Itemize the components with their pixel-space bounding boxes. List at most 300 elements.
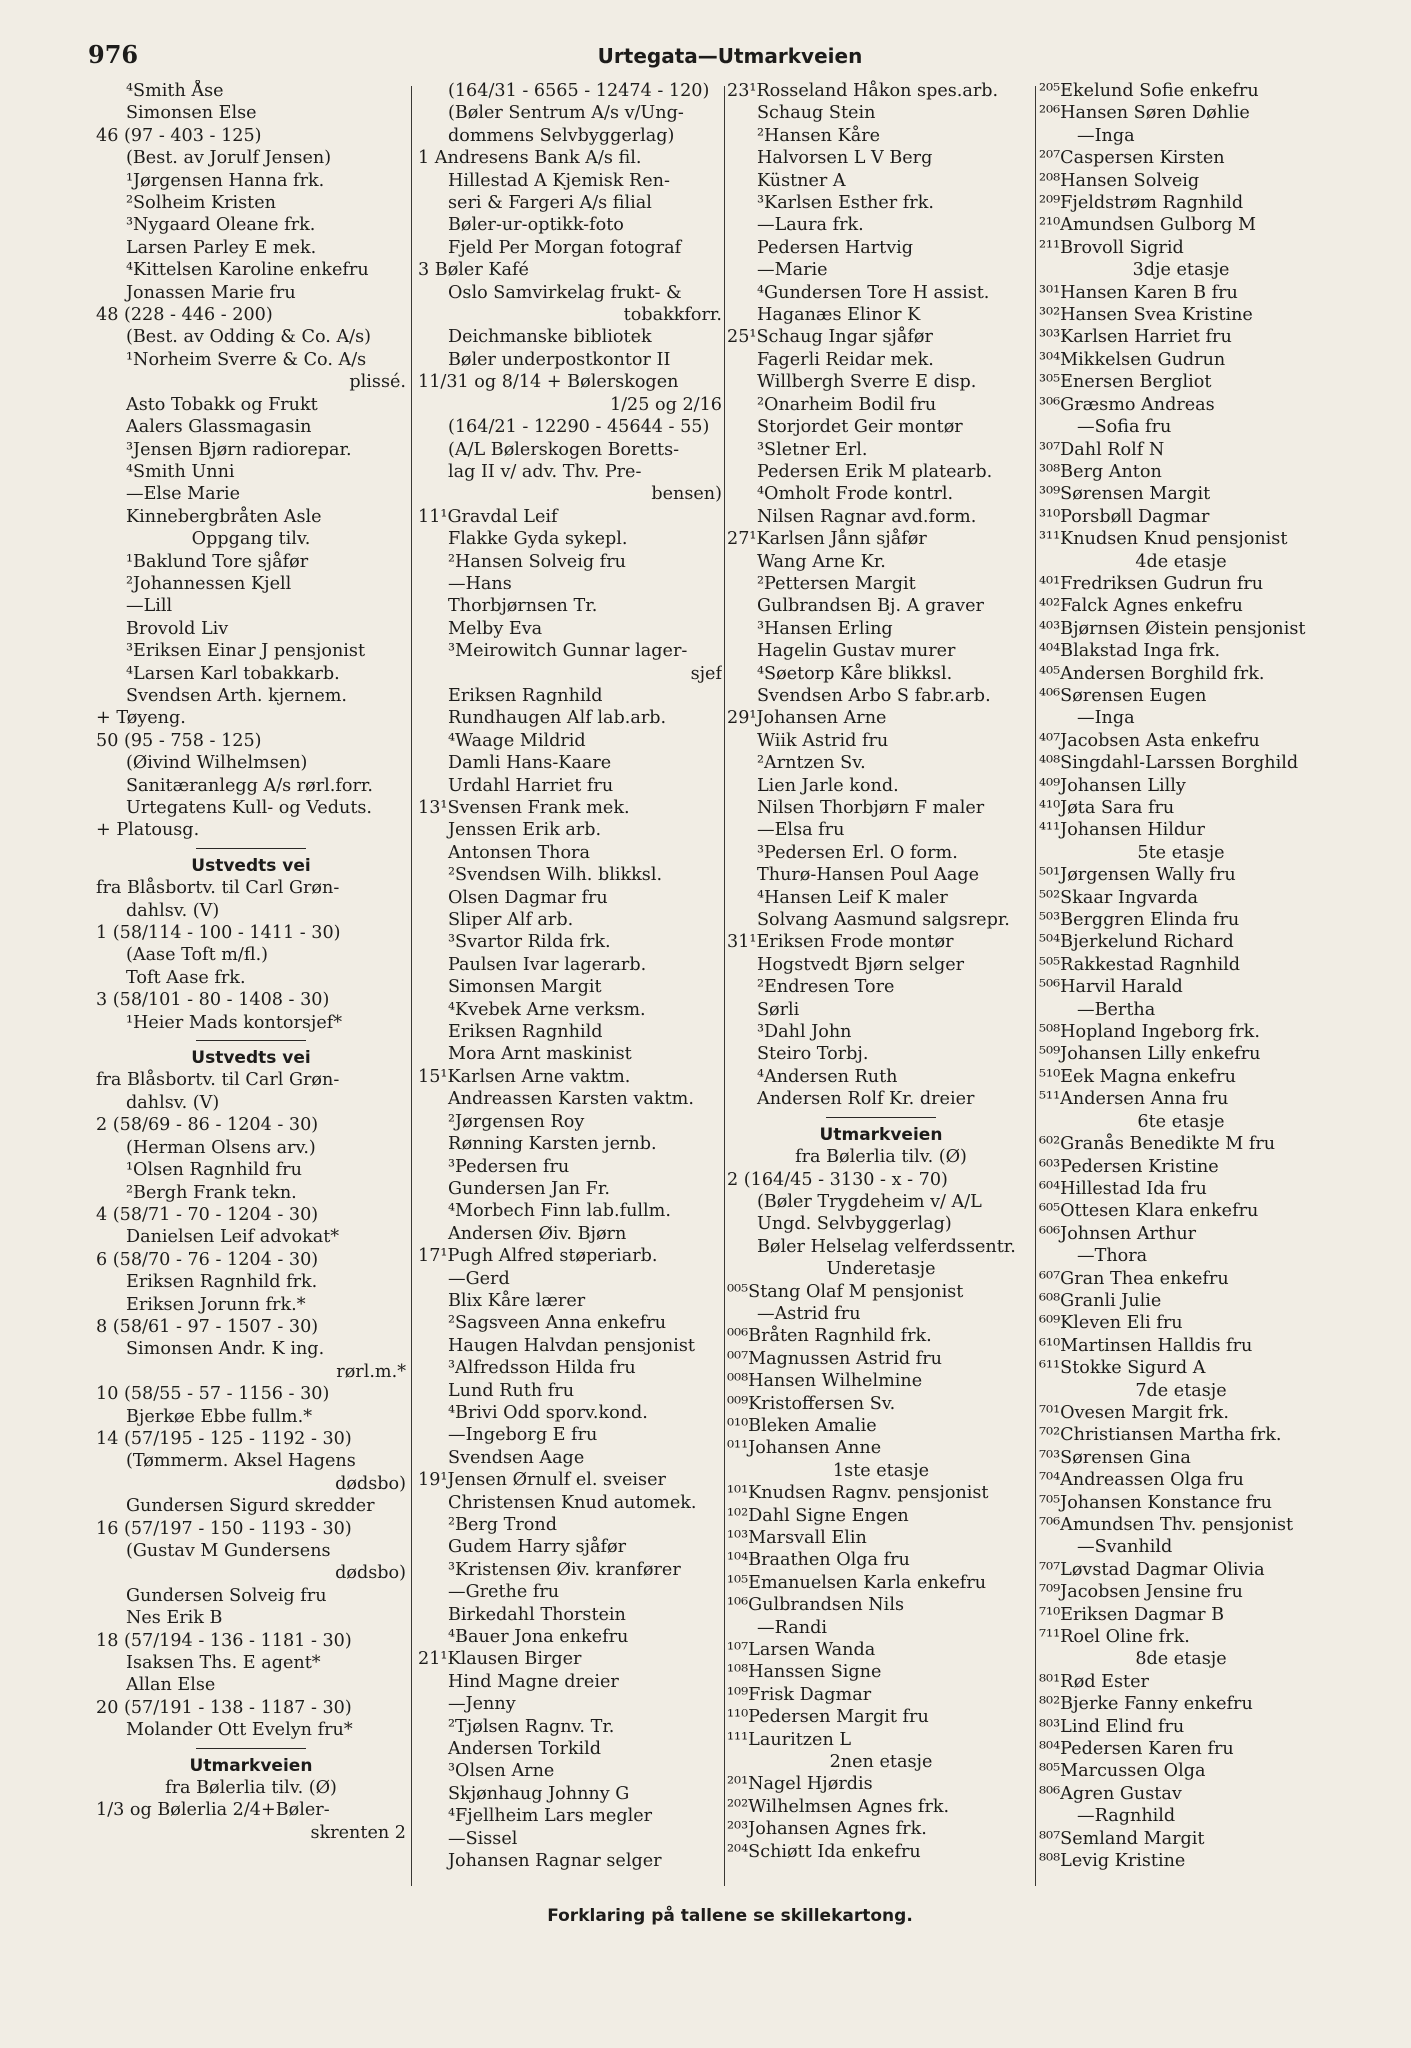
directory-line: ⁴Morbech Finn lab.fullm.: [448, 1201, 671, 1222]
directory-line: Olsen Dagmar fru: [448, 887, 608, 908]
directory-line: ⁷⁰³Sørensen Gina: [1039, 1447, 1191, 1468]
directory-line: ⁷⁰⁵Johansen Konstance fru: [1039, 1492, 1272, 1513]
directory-line: Simonsen Andr. K ing.: [126, 1339, 325, 1360]
directory-line: ⁸⁰⁵Marcussen Olga: [1039, 1761, 1206, 1782]
directory-line: Eriksen Ragnhild: [448, 685, 603, 706]
directory-line: —Astrid fru: [757, 1303, 861, 1324]
directory-line: ³⁰⁵Enersen Bergliot: [1039, 372, 1212, 393]
directory-line: (Aase Toft m/fl.): [126, 945, 269, 966]
directory-line: —Grethe fru: [448, 1582, 560, 1603]
directory-line: 6te etasje: [1137, 1111, 1225, 1132]
section-separator: [196, 1040, 306, 1041]
directory-line: ⁰⁰⁸Hansen Wilhelmine: [727, 1371, 923, 1392]
directory-line: ²⁰⁹Fjeldstrøm Ragnhild: [1039, 193, 1244, 214]
directory-line: ²⁰⁴Schiøtt Ida enkefru: [727, 1841, 921, 1862]
directory-line: 21¹Klausen Birger: [418, 1649, 582, 1670]
directory-line: Larsen Parley E mek.: [126, 237, 317, 258]
directory-line: Bøler Helselag velferdssentr.: [757, 1236, 1016, 1257]
directory-line: —Ingeborg E fru: [448, 1425, 598, 1446]
directory-line: ⁴⁰⁶Sørensen Eugen: [1039, 685, 1207, 706]
directory-line: ³⁰⁸Berg Anton: [1039, 461, 1162, 482]
column-rule: [411, 86, 412, 1886]
directory-line: (Best. av Odding & Co. A/s): [126, 327, 371, 348]
directory-line: Eriksen Ragnhild frk.: [126, 1272, 318, 1293]
directory-line: ²Arntzen Sv.: [757, 753, 866, 774]
directory-line: 3dje etasje: [1132, 260, 1230, 281]
directory-line: Hagelin Gustav murer: [757, 641, 956, 662]
directory-line: —Randi: [757, 1617, 827, 1638]
directory-line: ⁸⁰⁸Levig Kristine: [1039, 1851, 1186, 1872]
directory-line: ³⁰⁷Dahl Rolf N: [1039, 439, 1165, 460]
directory-line: 50 (95 - 758 - 125): [96, 730, 262, 751]
directory-column-1: [96, 80, 406, 1895]
directory-line: 10 (58/55 - 57 - 1156 - 30): [96, 1384, 330, 1405]
directory-line: ⁶⁰⁸Granli Julie: [1039, 1290, 1162, 1311]
column-rule: [724, 86, 725, 1886]
directory-line: ⁰⁰⁹Kristoffersen Sv.: [727, 1393, 896, 1414]
directory-line: ¹⁰⁴Braathen Olga fru: [727, 1550, 910, 1571]
directory-line: 2 (58/69 - 86 - 1204 - 30): [96, 1115, 319, 1136]
directory-line: Christensen Knud automek.: [448, 1492, 697, 1513]
directory-line: —Sofia fru: [1077, 417, 1172, 438]
directory-line: —Else Marie: [126, 484, 241, 505]
directory-line: + Platousg.: [96, 820, 200, 841]
directory-line: ¹⁰⁶Gulbrandsen Nils: [727, 1595, 904, 1616]
directory-line: ³Eriksen Einar J pensjonist: [126, 641, 366, 662]
directory-line: ⁷⁰⁹Jacobsen Jensine fru: [1039, 1582, 1243, 1603]
directory-line: bensen): [651, 484, 722, 505]
directory-line: —Jenny: [448, 1694, 516, 1715]
directory-line: ¹¹⁰Pedersen Margit fru: [727, 1707, 929, 1728]
directory-line: dødsbo): [335, 1563, 406, 1584]
directory-line: Andersen Torkild: [448, 1739, 602, 1760]
directory-line: ³⁰⁹Sørensen Margit: [1039, 484, 1211, 505]
directory-line: ⁴Kittelsen Karoline enkefru: [126, 260, 369, 281]
directory-line: ⁵⁰¹Jørgensen Wally fru: [1039, 865, 1236, 886]
directory-line: 1/3 og Bølerlia 2/4+Bøler-: [96, 1800, 330, 1821]
directory-line: ⁵¹¹Andersen Anna fru: [1039, 1089, 1229, 1110]
directory-line: ³Alfredsson Hilda fru: [448, 1358, 636, 1379]
directory-line: —Marie: [757, 260, 828, 281]
directory-line: Underetasje: [826, 1259, 936, 1280]
directory-line: ¹⁰³Marsvall Elin: [727, 1528, 867, 1548]
section-separator: [196, 1748, 306, 1749]
directory-line: Hillestad A Kjemisk Ren-: [448, 170, 670, 191]
directory-line: ²⁰²Wilhelmsen Agnes frk.: [727, 1796, 950, 1817]
directory-line: Sørli: [757, 999, 800, 1020]
directory-line: ¹Baklund Tore sjåfør: [126, 551, 309, 572]
directory-line: Storjordet Geir montør: [757, 417, 963, 438]
directory-line: skrenten 2: [310, 1822, 406, 1843]
directory-line: Paulsen Ivar lagerarb.: [448, 954, 647, 975]
directory-line: Gundersen Jan Fr.: [448, 1178, 610, 1199]
directory-line: 15¹Karlsen Arne vaktm.: [418, 1066, 631, 1087]
directory-line: 5te etasje: [1137, 842, 1225, 863]
directory-line: 16 (57/197 - 150 - 1193 - 30): [96, 1518, 352, 1539]
directory-line: 7de etasje: [1135, 1380, 1227, 1401]
directory-line: ²Svendsen Wilh. blikksl.: [448, 865, 663, 886]
directory-line: Fagerli Reidar mek.: [757, 349, 934, 370]
directory-line: ³Hansen Erling: [757, 618, 893, 639]
directory-line: Gudem Harry sjåfør: [448, 1537, 627, 1558]
directory-line: Fjeld Per Morgan fotograf: [448, 237, 682, 258]
directory-line: ¹Norheim Sverre & Co. A/s: [126, 349, 367, 370]
directory-line: 1 Andresens Bank A/s fil.: [418, 148, 642, 169]
directory-line: ⁸⁰⁷Semland Margit: [1039, 1828, 1205, 1849]
directory-line: —Gerd: [448, 1268, 510, 1289]
street-heading: Utmarkveien: [819, 1124, 943, 1145]
directory-line: ⁰⁰⁶Bråten Ragnhild frk.: [727, 1326, 932, 1347]
directory-line: Svendsen Aage: [448, 1447, 585, 1468]
directory-line: 8de etasje: [1135, 1649, 1227, 1670]
directory-line: Gulbrandsen Bj. A graver: [757, 596, 984, 617]
directory-line: ²⁰¹Nagel Hjørdis: [727, 1774, 873, 1795]
directory-line: ⁴⁰¹Fredriksen Gudrun fru: [1039, 573, 1264, 594]
directory-line: Jenssen Erik arb.: [448, 820, 602, 841]
directory-line: ⁴¹⁰Jøta Sara fru: [1039, 798, 1175, 818]
directory-line: ⁴⁰²Falck Agnes enkefru: [1039, 596, 1243, 617]
directory-line: ⁴Waage Mildrid: [448, 730, 586, 751]
directory-line: ⁶⁰⁴Hillestad Ida fru: [1039, 1178, 1207, 1199]
directory-line: Johansen Ragnar selger: [448, 1851, 662, 1872]
directory-line: ⁰¹⁰Bleken Amalie: [727, 1415, 877, 1436]
column-rule: [1035, 86, 1036, 1886]
directory-line: —Laura frk.: [757, 215, 864, 236]
directory-line: ⁷⁰⁴Andreassen Olga fru: [1039, 1470, 1244, 1491]
directory-line: ¹⁰⁹Frisk Dagmar: [727, 1684, 872, 1705]
directory-line: Willbergh Sverre E disp.: [757, 372, 977, 393]
directory-line: Oslo Samvirkelag frukt- &: [448, 282, 682, 303]
directory-line: ⁵⁰⁸Hopland Ingeborg frk.: [1039, 1022, 1260, 1043]
directory-line: (Bøler Trygdeheim v/ A/L: [757, 1191, 982, 1212]
directory-line: Andersen Rolf Kr. dreier: [757, 1089, 975, 1110]
directory-line: ⁴Brivi Odd sporv.kond.: [448, 1402, 648, 1423]
directory-line: ⁴Bauer Jona enkefru: [448, 1627, 629, 1648]
directory-line: 1ste etasje: [832, 1460, 930, 1481]
directory-line: Lund Ruth fru: [448, 1380, 575, 1401]
directory-line: ⁵⁰⁹Johansen Lilly enkefru: [1039, 1044, 1261, 1065]
directory-line: ⁴Andersen Ruth: [757, 1066, 898, 1087]
directory-line: ⁴⁰⁴Blakstad Inga frk.: [1039, 641, 1221, 662]
directory-line: —Sissel: [448, 1828, 518, 1849]
directory-line: (Gustav M Gundersens: [126, 1541, 331, 1561]
directory-line: ⁴Gundersen Tore H assist.: [757, 282, 990, 303]
directory-line: ¹Jørgensen Hanna frk.: [126, 170, 325, 191]
directory-line: ⁴Hansen Leif K maler: [757, 887, 948, 908]
directory-line: ¹⁰⁷Larsen Wanda: [727, 1640, 876, 1661]
directory-line: Deichmanske bibliotek: [448, 327, 652, 348]
directory-line: Oppgang tilv.: [191, 529, 311, 550]
directory-line: ⁶¹¹Stokke Sigurd A: [1039, 1358, 1206, 1379]
directory-line: 4de etasje: [1135, 551, 1227, 572]
directory-line: ²Berg Trond: [448, 1515, 557, 1535]
directory-line: ⁴Smith Unni: [126, 461, 235, 482]
directory-line: Solvang Aasmund salgsrepr.: [757, 910, 1010, 931]
directory-line: ²Tjølsen Ragnv. Tr.: [448, 1716, 615, 1737]
directory-line: ³⁰³Karlsen Harriet fru: [1039, 327, 1232, 348]
directory-line: 11/31 og 8/14 + Bølerskogen: [418, 372, 679, 393]
directory-line: Hind Magne dreier: [448, 1671, 619, 1692]
directory-line: ⁶⁰⁷Gran Thea enkefru: [1039, 1268, 1229, 1289]
directory-line: Andreassen Karsten vaktm.: [448, 1089, 694, 1110]
directory-line: ³¹⁰Porsbøll Dagmar: [1039, 506, 1210, 527]
section-separator: [196, 848, 306, 849]
directory-line: ⁸⁰¹Rød Ester: [1039, 1671, 1149, 1692]
directory-line: ⁷⁰¹Ovesen Margit frk.: [1039, 1402, 1229, 1423]
directory-line: 2 (164/45 - 3130 - x - 70): [727, 1169, 948, 1190]
directory-line: ⁴Kvebek Arne verksm.: [448, 999, 646, 1020]
directory-line: ²Jørgensen Roy: [448, 1111, 585, 1132]
directory-line: ²⁰⁷Caspersen Kirsten: [1039, 148, 1225, 169]
directory-line: Thurø-Hansen Poul Aage: [757, 865, 980, 886]
directory-line: Toft Aase frk.: [126, 967, 246, 988]
directory-line: Blix Kåre lærer: [448, 1290, 586, 1311]
directory-line: ³⁰⁶Græsmo Andreas: [1039, 394, 1215, 415]
directory-line: Schaug Stein: [757, 103, 876, 124]
directory-line: Bøler-ur-optikk-foto: [448, 215, 624, 236]
directory-line: ²⁰⁶Hansen Søren Døhlie: [1039, 103, 1250, 124]
directory-line: ⁴Smith Åse: [126, 81, 224, 101]
directory-line: plissé.: [349, 372, 406, 393]
directory-line: ⁶¹⁰Martinsen Halldis fru: [1039, 1335, 1253, 1356]
directory-line: 4 (58/71 - 70 - 1204 - 30): [96, 1204, 319, 1225]
directory-line: ⁵⁰³Berggren Elinda fru: [1039, 910, 1240, 931]
directory-line: —Hans: [448, 573, 512, 594]
directory-line: ¹⁰¹Knudsen Ragnv. pensjonist: [727, 1483, 989, 1504]
directory-line: Nes Erik B: [126, 1608, 223, 1629]
directory-column-2: [418, 80, 722, 1895]
directory-line: Nilsen Ragnar avd.form.: [757, 506, 977, 527]
directory-line: ³Pedersen fru: [448, 1156, 570, 1177]
directory-line: 19¹Jensen Ørnulf el. sveiser: [418, 1470, 666, 1491]
directory-line: Halvorsen L V Berg: [757, 148, 933, 169]
directory-line: ⁴⁰³Bjørnsen Øistein pensjonist: [1039, 618, 1306, 639]
directory-line: ⁴⁰⁷Jacobsen Asta enkefru: [1039, 730, 1260, 751]
directory-line: ⁴Søetorp Kåre blikksl.: [757, 663, 953, 684]
directory-line: ²Hansen Solveig fru: [448, 551, 626, 572]
directory-line: (164/21 - 12290 - 45644 - 55): [448, 417, 710, 438]
directory-line: ⁸⁰⁴Pedersen Karen fru: [1039, 1739, 1234, 1760]
directory-line: ³Nygaard Oleane frk.: [126, 215, 316, 236]
directory-line: (Tømmerm. Aksel Hagens: [126, 1451, 356, 1472]
directory-line: fra Bølerlia tilv. (Ø): [165, 1778, 337, 1799]
street-heading: Ustvedts vei: [191, 855, 311, 876]
directory-line: ¹⁰⁵Emanuelsen Karla enkefru: [727, 1572, 987, 1593]
footer-note: Forklaring på tallene se skillekartong.: [547, 1906, 913, 1926]
directory-line: 8 (58/61 - 97 - 1507 - 30): [96, 1316, 319, 1337]
directory-line: ²¹¹Brovoll Sigrid: [1039, 237, 1184, 258]
directory-line: seri & Fargeri A/s filial: [448, 193, 652, 214]
directory-line: Pedersen Erik M platearb.: [757, 461, 993, 482]
directory-line: dødsbo): [335, 1473, 406, 1494]
directory-line: Lien Jarle kond.: [757, 775, 899, 796]
directory-line: ²Bergh Frank tekn.: [126, 1182, 297, 1203]
directory-line: 6 (58/70 - 76 - 1204 - 30): [96, 1249, 319, 1270]
directory-line: ⁸⁰³Lind Elind fru: [1039, 1716, 1185, 1737]
directory-line: Andersen Øiv. Bjørn: [448, 1223, 627, 1244]
directory-line: ²⁰³Johansen Agnes frk.: [727, 1819, 927, 1840]
directory-line: Brovold Liv: [126, 618, 229, 639]
directory-line: ³Svartor Rilda frk.: [448, 932, 611, 953]
directory-line: ⁴Fjellheim Lars megler: [448, 1806, 653, 1827]
directory-line: ³Jensen Bjørn radiorepar.: [126, 439, 352, 460]
directory-line: Mora Arnt maskinist: [448, 1044, 632, 1065]
directory-line: Svendsen Arbo S fabr.arb.: [757, 685, 991, 706]
directory-line: ²⁰⁸Hansen Solveig: [1039, 170, 1200, 191]
directory-line: 13¹Svensen Frank mek.: [418, 798, 630, 818]
directory-line: ⁶⁰⁵Ottesen Klara enkefru: [1039, 1201, 1259, 1222]
directory-column-4: [1039, 80, 1323, 1895]
directory-line: ⁰¹¹Johansen Anne: [727, 1438, 882, 1459]
running-head: Urtegata—Utmarkveien: [597, 44, 863, 68]
directory-line: 31¹Eriksen Frode montør: [727, 932, 954, 953]
directory-line: Urtegatens Kull- og Veduts.: [126, 798, 373, 818]
directory-line: Rundhaugen Alf lab.arb.: [448, 708, 667, 729]
directory-line: Haganæs Elinor K: [757, 305, 921, 326]
directory-line: —Inga: [1077, 125, 1135, 146]
directory-line: ³Karlsen Esther frk.: [757, 193, 934, 214]
directory-line: + Tøyeng.: [96, 708, 186, 729]
directory-line: (A/L Bølerskogen Boretts-: [448, 439, 680, 460]
directory-line: 1 (58/114 - 100 - 1411 - 30): [96, 923, 341, 944]
directory-line: fra Blåsbortv. til Carl Grøn-: [96, 1070, 340, 1091]
directory-line: (Herman Olsens arv.): [126, 1137, 316, 1158]
directory-line: Molander Ott Evelyn fru*: [126, 1720, 353, 1741]
directory-line: ⁴⁰⁵Andersen Borghild frk.: [1039, 663, 1265, 684]
directory-line: ³⁰⁴Mikkelsen Gudrun: [1039, 349, 1226, 370]
directory-line: Skjønhaug Johnny G: [448, 1783, 630, 1804]
directory-line: fra Blåsbortv. til Carl Grøn-: [96, 878, 340, 899]
directory-line: ¹⁰⁸Hanssen Signe: [727, 1662, 882, 1683]
directory-line: Kinnebergbråten Asle: [126, 506, 322, 527]
directory-line: ⁵⁰⁴Bjerkelund Richard: [1039, 932, 1234, 953]
directory-line: tobakkforr.: [623, 305, 722, 326]
directory-line: ⁴⁰⁹Johansen Lilly: [1039, 775, 1186, 796]
directory-line: ²Pettersen Margit: [757, 573, 916, 594]
directory-line: (Bøler Sentrum A/s v/Ung-: [448, 103, 684, 124]
directory-line: 3 Bøler Kafé: [418, 260, 529, 281]
directory-line: ³⁰²Hansen Svea Kristine: [1039, 305, 1253, 326]
directory-line: Isaksen Ths. E agent*: [126, 1653, 321, 1674]
directory-line: 11¹Gravdal Leif: [418, 506, 558, 527]
directory-line: Danielsen Leif advokat*: [126, 1227, 340, 1248]
directory-line: ¹Heier Mads kontorsjef*: [126, 1012, 343, 1033]
directory-line: dahlsv. (V): [126, 1092, 220, 1113]
directory-line: Eriksen Ragnhild: [448, 1022, 603, 1043]
directory-line: ⁴Larsen Karl tobakkarb.: [126, 663, 340, 684]
directory-line: Damli Hans-Kaare: [448, 753, 612, 774]
directory-line: 25¹Schaug Ingar sjåfør: [727, 327, 933, 348]
directory-line: Wang Arne Kr.: [757, 551, 886, 572]
directory-line: —Svanhild: [1077, 1537, 1173, 1558]
directory-line: ⁶⁰²Granås Benedikte M fru: [1039, 1134, 1276, 1155]
directory-line: Hogstvedt Bjørn selger: [757, 954, 965, 975]
street-heading: Ustvedts vei: [191, 1048, 311, 1069]
directory-line: sjef: [690, 663, 722, 684]
directory-line: 2nen etasje: [829, 1752, 933, 1773]
street-heading: Utmarkveien: [189, 1755, 313, 1776]
directory-line: 48 (228 - 446 - 200): [96, 305, 273, 326]
directory-line: dahlsv. (V): [126, 900, 220, 921]
directory-line: ²Hansen Kåre: [757, 125, 881, 146]
directory-line: Gundersen Sigurd skredder: [126, 1496, 375, 1517]
directory-line: ²⁰⁵Ekelund Sofie enkefru: [1039, 81, 1259, 101]
directory-line: ³¹¹Knudsen Knud pensjonist: [1039, 529, 1288, 550]
directory-line: —Elsa fru: [757, 820, 845, 841]
directory-line: Birkedahl Thorstein: [448, 1604, 626, 1625]
directory-line: ²¹⁰Amundsen Gulborg M: [1039, 215, 1256, 236]
directory-line: ²Sagsveen Anna enkefru: [448, 1313, 667, 1334]
directory-line: ²Solheim Kristen: [126, 193, 276, 214]
directory-line: ⁵¹⁰Eek Magna enkefru: [1039, 1066, 1236, 1087]
directory-line: 20 (57/191 - 138 - 1187 - 30): [96, 1697, 352, 1718]
directory-line: ⁷¹¹Roel Oline frk.: [1039, 1627, 1190, 1648]
directory-line: ¹¹¹Lauritzen L: [727, 1729, 852, 1750]
directory-line: Eriksen Jorunn frk.*: [126, 1294, 306, 1315]
directory-line: ³⁰¹Hansen Karen B fru: [1039, 282, 1238, 303]
directory-line: 29¹Johansen Arne: [727, 708, 887, 729]
directory-line: Haugen Halvdan pensjonist: [448, 1335, 695, 1356]
directory-line: Antonsen Thora: [448, 842, 590, 863]
directory-line: ⁷⁰⁶Amundsen Thv. pensjonist: [1039, 1515, 1294, 1535]
directory-line: Aalers Glassmagasin: [126, 417, 312, 438]
directory-line: Allan Else: [126, 1675, 216, 1696]
directory-line: Sanitæranlegg A/s rørl.forr.: [126, 775, 373, 796]
directory-line: ³Dahl John: [757, 1022, 852, 1043]
directory-line: ³Olsen Arne: [448, 1761, 555, 1782]
directory-line: Flakke Gyda sykepl.: [448, 529, 628, 550]
directory-line: Urdahl Harriet fru: [448, 775, 614, 796]
directory-line: ³Kristensen Øiv. kranfører: [448, 1559, 681, 1580]
directory-line: ³Meirowitch Gunnar lager-: [448, 641, 688, 662]
directory-line: ⁶⁰⁶Johnsen Arthur: [1039, 1223, 1197, 1244]
directory-line: Steiro Torbj.: [757, 1044, 869, 1065]
directory-line: —Inga: [1077, 708, 1135, 729]
directory-line: ⁶⁰⁹Kleven Eli fru: [1039, 1313, 1183, 1334]
directory-line: ⁶⁰³Pedersen Kristine: [1039, 1156, 1219, 1177]
directory-line: (Øivind Wilhelmsen): [126, 753, 308, 774]
directory-line: Simonsen Else: [126, 103, 257, 124]
directory-line: 23¹Rosseland Håkon spes.arb.: [727, 81, 999, 101]
directory-line: Thorbjørnsen Tr.: [448, 596, 598, 617]
directory-line: Rønning Karsten jernb.: [448, 1134, 657, 1155]
directory-line: ⁵⁰⁵Rakkestad Ragnhild: [1039, 954, 1241, 975]
directory-line: ²Onarheim Bodil fru: [757, 394, 937, 415]
directory-line: ⁵⁰⁶Harvil Harald: [1039, 977, 1183, 998]
directory-column-3: [727, 80, 1035, 1895]
directory-line: (164/31 - 6565 - 12474 - 120): [448, 81, 710, 101]
directory-line: Svendsen Arth. kjernem.: [126, 685, 348, 706]
section-separator: [826, 1117, 936, 1118]
directory-line: ¹Olsen Ragnhild fru: [126, 1160, 302, 1181]
directory-line: ¹⁰²Dahl Signe Engen: [727, 1505, 909, 1526]
directory-line: ²Johannessen Kjell: [126, 573, 292, 594]
directory-line: ³Pedersen Erl. O form.: [757, 842, 958, 863]
directory-line: 3 (58/101 - 80 - 1408 - 30): [96, 990, 330, 1011]
directory-line: rørl.m.*: [336, 1361, 406, 1382]
directory-line: ²Endresen Tore: [757, 977, 895, 998]
directory-line: —Lill: [126, 596, 173, 617]
directory-line: fra Bølerlia tilv. (Ø): [795, 1147, 967, 1168]
directory-line: ³Sletner Erl.: [757, 439, 868, 460]
directory-line: ⁴⁰⁸Singdahl-Larssen Borghild: [1039, 753, 1299, 774]
directory-line: ⁸⁰²Bjerke Fanny enkefru: [1039, 1694, 1253, 1715]
directory-line: 18 (57/194 - 136 - 1181 - 30): [96, 1630, 352, 1651]
directory-line: lag II v/ adv. Thv. Pre-: [448, 461, 642, 482]
directory-line: Simonsen Margit: [448, 977, 602, 998]
directory-line: ⁴¹¹Johansen Hildur: [1039, 820, 1205, 841]
directory-line: Jonassen Marie fru: [126, 282, 296, 303]
